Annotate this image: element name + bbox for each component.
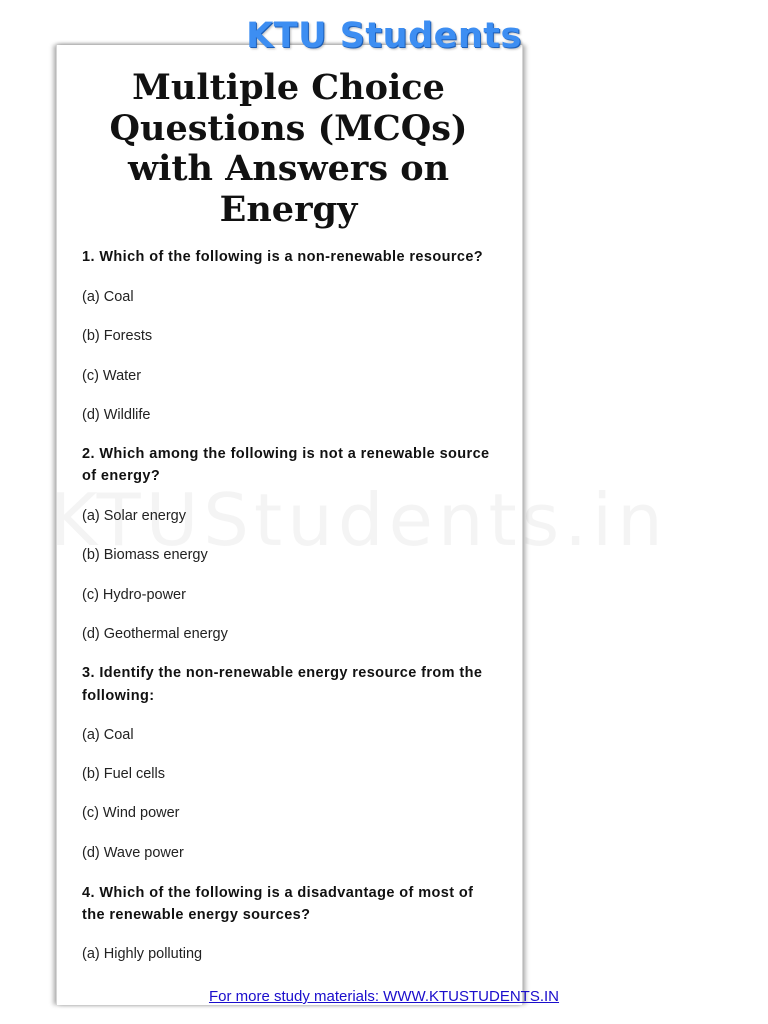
question-3-line-2: following: (82, 688, 155, 704)
title-line: Energy (219, 188, 358, 230)
document-title (56, 68, 521, 230)
q1-option-d: (d) Wildlife (82, 407, 151, 423)
q3-option-d: (d) Wave power (82, 845, 184, 861)
question-4-line-1: 4. Which of the following is a disadvantage of most of (82, 885, 474, 901)
study-materials-link[interactable]: For more study materials: WWW.KTUSTUDENTS.IN (208, 988, 560, 1005)
q2-option-b: (b) Biomass energy (82, 547, 208, 563)
q1-option-a: (a) Coal (82, 289, 134, 305)
q3-option-c: (c) Wind power (82, 805, 180, 821)
q3-option-a: (a) Coal (82, 727, 134, 743)
ktu-students-logo: KTU Students (246, 16, 522, 56)
question-4-line-2: the renewable energy sources? (82, 907, 311, 923)
question-3-line-1: 3. Identify the non-renewable energy resource from the (82, 665, 483, 681)
title-line: Multiple Choice (132, 67, 445, 108)
q2-option-c: (c) Hydro-power (82, 587, 186, 603)
title-line: with Answers on (127, 148, 450, 189)
q2-option-d: (d) Geothermal energy (82, 626, 228, 642)
question-2-line-2: of energy? (82, 468, 161, 484)
q2-option-a: (a) Solar energy (82, 508, 186, 524)
q1-option-c: (c) Water (82, 368, 142, 384)
q1-option-b: (b) Forests (82, 328, 153, 344)
title-line: Questions (MCQs) (109, 107, 468, 149)
question-1: 1. Which of the following is a non-renewable resource? (82, 249, 484, 265)
q4-option-a: (a) Highly polluting (82, 946, 203, 962)
question-2-line-1: 2. Which among the following is not a renewable source (82, 446, 490, 462)
q3-option-b: (b) Fuel cells (82, 766, 165, 782)
